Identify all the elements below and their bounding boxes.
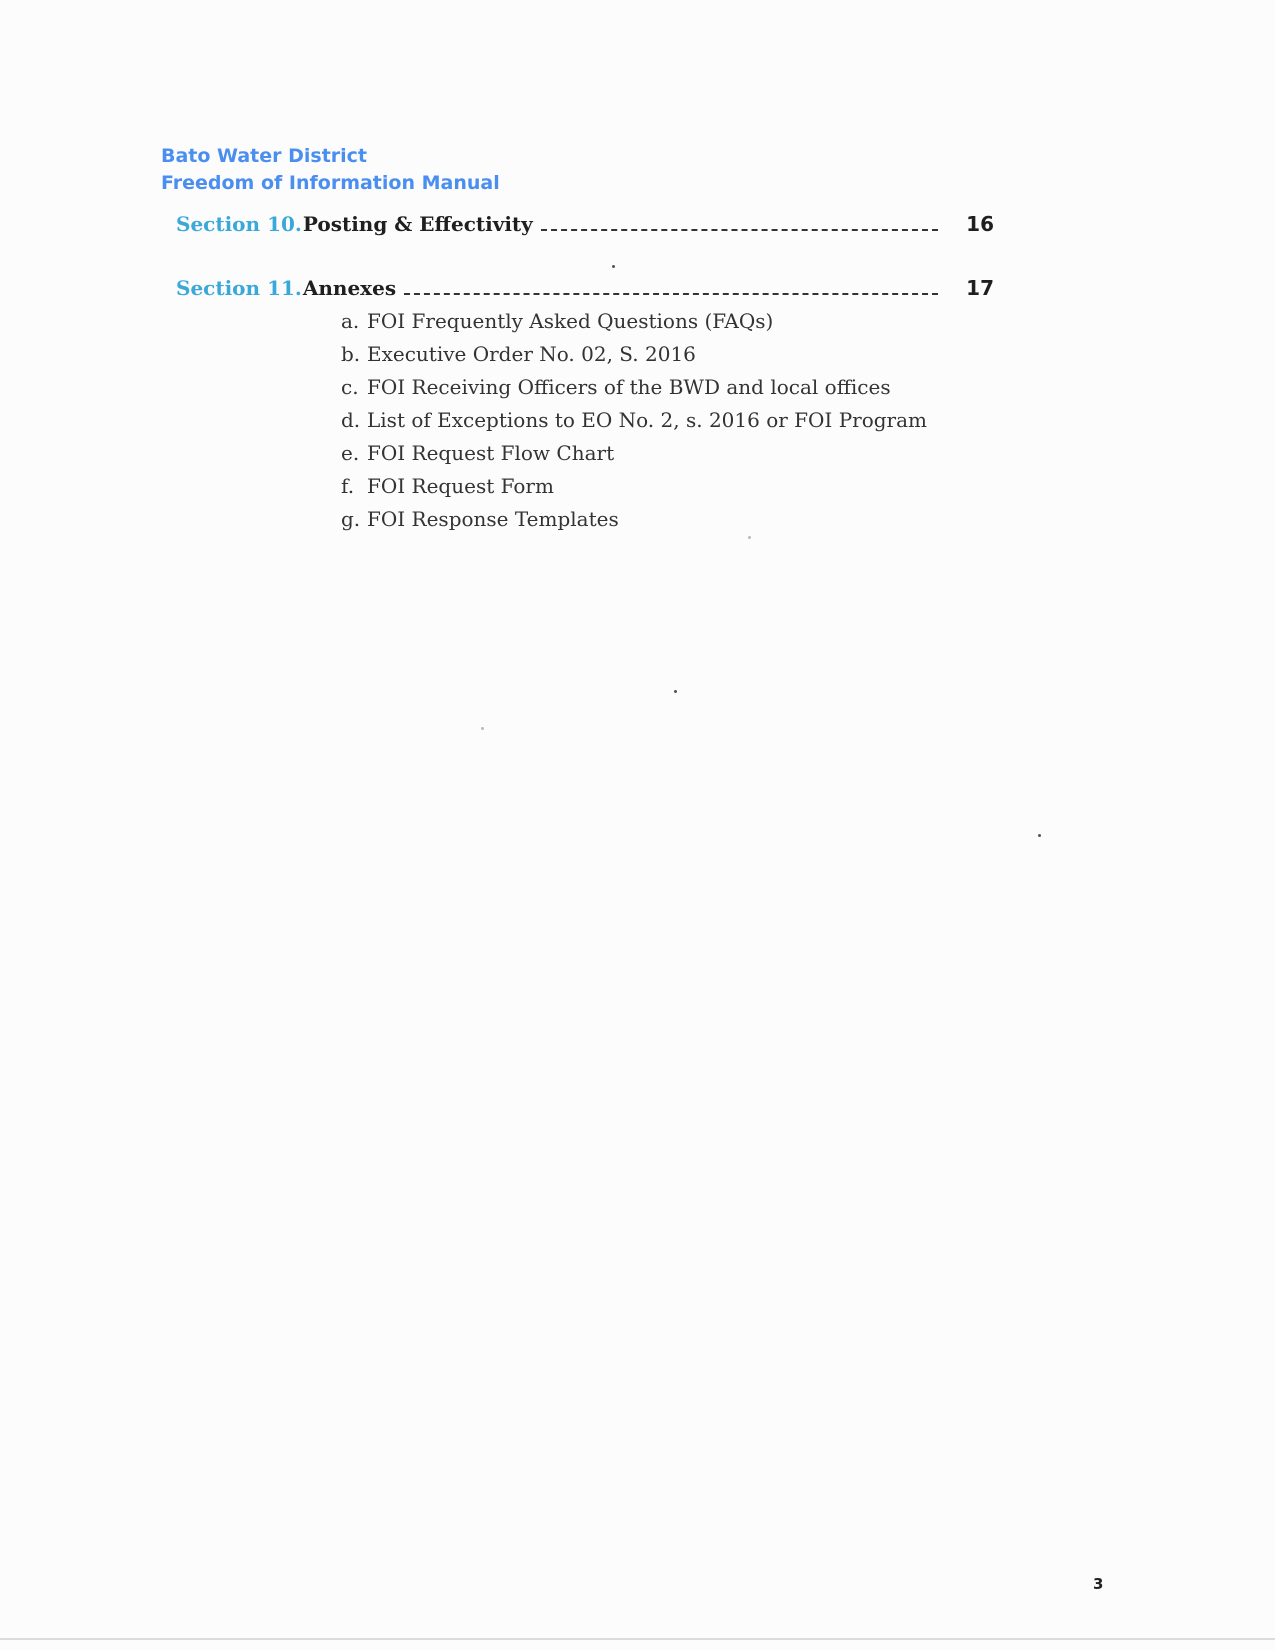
- scan-speck: [674, 690, 677, 693]
- annex-letter: g.: [341, 507, 361, 531]
- annex-letter: f.: [341, 474, 355, 498]
- toc-section-title: Posting & Effectivity: [302, 212, 533, 236]
- scan-speck: [481, 727, 484, 730]
- scan-speck: [748, 536, 751, 539]
- annex-letter: d.: [341, 408, 361, 432]
- toc-dot-leader: [404, 293, 938, 295]
- scan-speck: [612, 265, 615, 268]
- annex-item: [341, 503, 927, 536]
- annex-text: FOI Frequently Asked Questions (FAQs): [367, 309, 774, 333]
- document-title: Freedom of Information Manual: [161, 172, 500, 194]
- organization-name: Bato Water District: [161, 145, 368, 167]
- annex-text: FOI Request Form: [367, 474, 554, 498]
- annex-item: [341, 305, 927, 338]
- toc-section-number: 10.: [267, 212, 302, 236]
- annex-item: [341, 371, 927, 404]
- annex-item: [341, 437, 927, 470]
- page-number: 3: [1093, 1575, 1104, 1593]
- toc-entry-section-10[interactable]: [176, 212, 994, 242]
- toc-section-label: Section: [176, 212, 261, 236]
- toc-page-number: 17: [966, 276, 994, 300]
- toc-section-label: Section: [176, 276, 261, 300]
- annex-text: FOI Request Flow Chart: [367, 441, 615, 465]
- annex-letter: c.: [341, 375, 359, 399]
- toc-section-title: Annexes: [302, 276, 397, 300]
- annex-item: [341, 470, 927, 503]
- document-header: [161, 143, 500, 197]
- annex-letter: b.: [341, 342, 361, 366]
- toc-entry-section-11[interactable]: [176, 276, 994, 306]
- annex-text: List of Exceptions to EO No. 2, s. 2016 or FOI Program: [367, 408, 927, 432]
- toc-dot-leader: [541, 229, 938, 231]
- annex-text: Executive Order No. 02, S. 2016: [367, 342, 696, 366]
- annex-text: FOI Receiving Officers of the BWD and local offices: [367, 375, 891, 399]
- annex-text: FOI Response Templates: [367, 507, 619, 531]
- toc-section-number: 11.: [267, 276, 302, 300]
- annex-item: [341, 404, 927, 437]
- toc-page-number: 16: [966, 212, 994, 236]
- annex-list: [341, 305, 927, 536]
- annex-letter: e.: [341, 441, 360, 465]
- annex-letter: a.: [341, 309, 360, 333]
- annex-item: [341, 338, 927, 371]
- scan-speck: [1038, 834, 1041, 837]
